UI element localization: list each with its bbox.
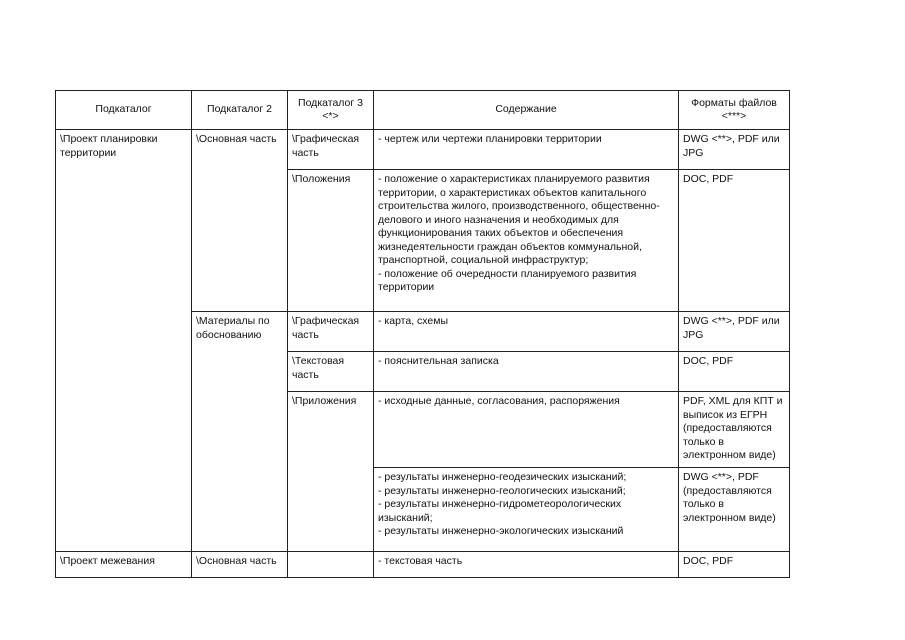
cell-graphic-part: \Графическая часть	[288, 130, 374, 170]
cell-content: - исходные данные, согласования, распоряжения	[374, 392, 679, 468]
cell-content: - текстовая часть	[374, 552, 679, 578]
cell-graphic-part: \Графическая часть	[288, 312, 374, 352]
cell-justification-materials: \Материалы по обоснованию	[192, 312, 288, 552]
cell-survey-project: \Проект межевания	[56, 552, 192, 578]
cell-main-part: \Основная часть	[192, 552, 288, 578]
cell-content: - карта, схемы	[374, 312, 679, 352]
cell-formats: DOC, PDF	[679, 352, 790, 392]
header-row	[56, 91, 790, 130]
cell-content: - положение о характеристиках планируемого развития территории, о характеристиках объектов капитального строительства жилого, производственного, общественно- делового и иного назначения и необходимых для функционирования таких объектов и обеспечения жизнедеятельности граждан объектов коммунальной, транспортной, социальной инфраструктур; - положение об очередности планируемого развития территории	[374, 170, 679, 312]
cell-plan-project: \Проект планировки территории	[56, 130, 192, 552]
cell-formats: DOC, PDF	[679, 170, 790, 312]
header-content: Содержание	[374, 91, 679, 130]
table-header	[56, 91, 790, 130]
cell-formats: PDF, XML для КПТ и выписок из ЕГРН (предоставляются только в электронном виде)	[679, 392, 790, 468]
header-subcatalog-2: Подкаталог 2	[192, 91, 288, 130]
table-row	[56, 130, 790, 170]
header-subcatalog: Подкаталог	[56, 91, 192, 130]
header-subcatalog-3: Подкаталог 3 <*>	[288, 91, 374, 130]
cell-content: - пояснительная записка	[374, 352, 679, 392]
cell-formats: DOC, PDF	[679, 552, 790, 578]
cell-empty	[288, 552, 374, 578]
header-file-formats: Форматы файлов <***>	[679, 91, 790, 130]
table-row	[56, 552, 790, 578]
cell-provisions: \Положения	[288, 170, 374, 312]
cell-content: - результаты инженерно-геодезических изысканий; - результаты инженерно-геологических изысканий; - результаты инженерно-гидрометеорологических изысканий; - результаты инженерно-экологических изысканий	[374, 468, 679, 552]
cell-formats: DWG <**>, PDF (предоставляются только в электронном виде)	[679, 468, 790, 552]
catalog-structure-table	[55, 90, 790, 578]
cell-formats: DWG <**>, PDF или JPG	[679, 312, 790, 352]
table-body	[56, 130, 790, 578]
cell-appendices: \Приложения	[288, 392, 374, 552]
cell-text-part: \Текстовая часть	[288, 352, 374, 392]
cell-formats: DWG <**>, PDF или JPG	[679, 130, 790, 170]
cell-main-part: \Основная часть	[192, 130, 288, 312]
cell-content: - чертеж или чертежи планировки территории	[374, 130, 679, 170]
